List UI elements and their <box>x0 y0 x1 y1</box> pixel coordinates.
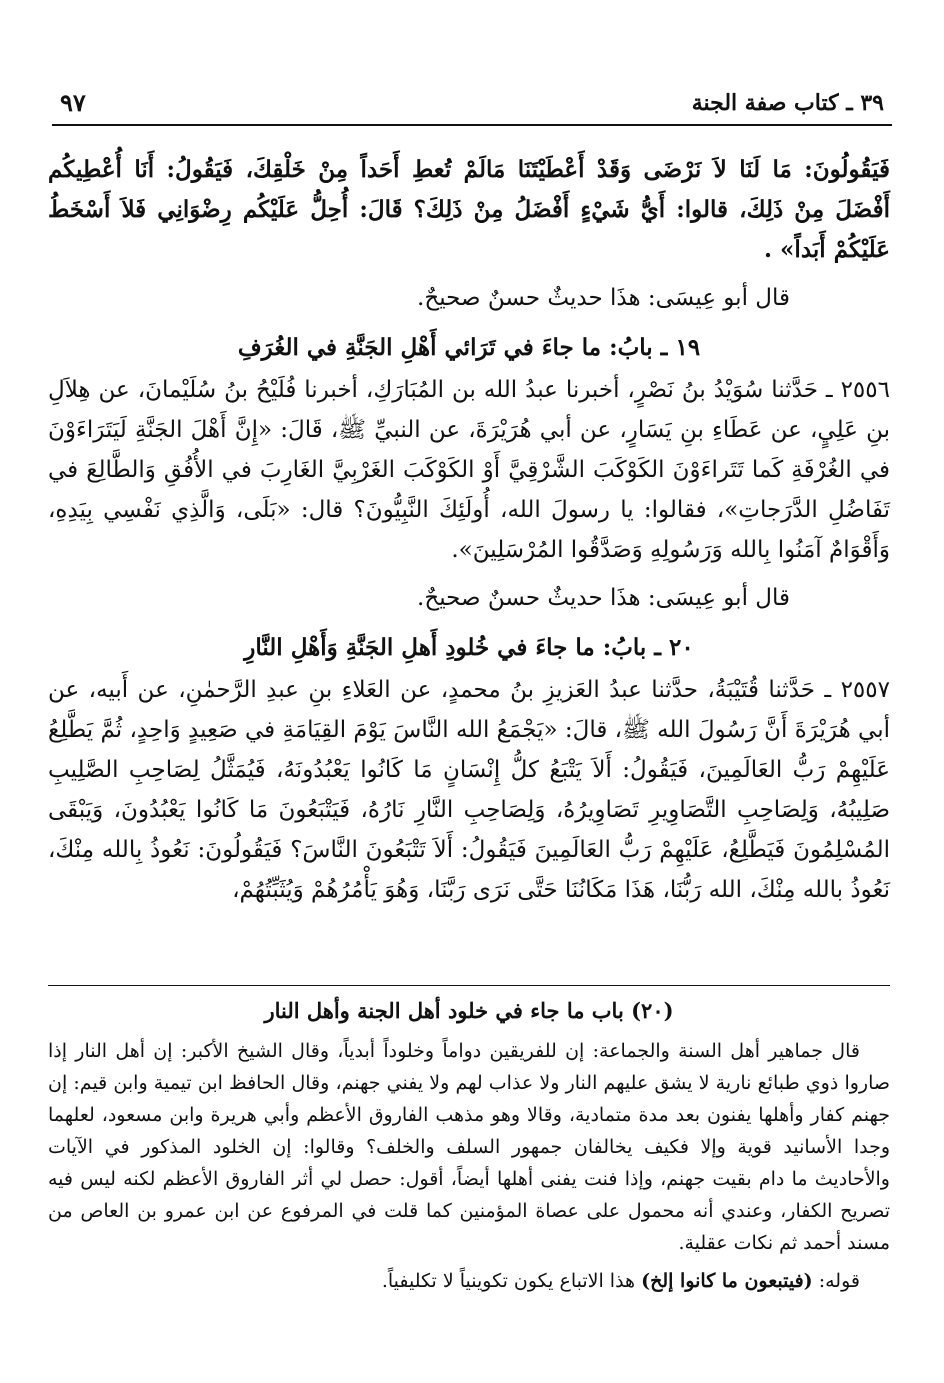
chapter-heading-20: ٢٠ ـ بابُ: ما جاءَ في خُلودِ أَهلِ الجَنَّةِ وَأَهْلِ النَّارِ <box>244 634 694 661</box>
footnote-prefix: قوله: <box>812 1270 860 1292</box>
hadith-continuation: فَيَقُولُونَ: مَا لَنَا لاَ نَرْضَى وَقَدْ أَعْطَيْتَنَا مَالَمْ تُعطِ أَحَداً مِنْ خَلْقِكَ، فَيَقُولُ: أَنَا أُعْطِيكُم أَفْضَلَ مِنْ ذَلِكَ، قالوا: أَيُّ شَيْءٍ أَفْضَلُ مِنْ ذَلِكَ؟ قَالَ: أُحِلُّ عَلَيْكُم رِضْوَانِي فَلاَ أَسْخَطُ عَلَيْكُمْ أَبَداً» . <box>48 156 890 263</box>
page-number: ٩٧ <box>60 88 86 117</box>
page-header <box>52 84 892 126</box>
footnote-heading: (٢٠) باب ما جاء في خلود أهل الجنة وأهل النار <box>264 998 674 1023</box>
footnote-explanation: هذا الاتباع يكون تكوينياً لا تكليفياً. <box>381 1270 642 1292</box>
hadith-grading-note: قال أبو عِيسَى: هذَا حديثٌ حسنٌ صحيحٌ. <box>417 285 790 311</box>
hadith-2556: ٢٥٥٦ ـ حَدَّثنا سُوَيْدُ بنُ نَصْرٍ، أخبرنا عبدُ الله بن المُبَارَكِ، أخبرنا فُلَيْحُ بنُ سُلَيْمانَ، عن هِلاَلِ بنِ عَلِيٍ، عن عَطَاءِ بنِ يَسَارٍ، عن أبي هُرَيْرَةَ، عن النبيِّ ﷺ، قَالَ: «إِنَّ أَهْلَ الجَنَّةِ لَيَتَرَاءَوْنَ في الغُرْفَةِ كَما تَتَراءَوْنَ الكَوْكَبَ الشَّرْقِيَّ أَوْ الكَوْكَبَ الغَرْبِيَّ الغَارِبَ في الأُفُقِ وَالطَّالِعَ في تَفَاضُلِ الدَّرَجاتِ»، فقالوا: يا رسولَ الله، أُولَئِكَ النَّبِيُّونَ؟ قال: «بَلَى، وَالَّذِي نَفْسِي بِيَدِهِ، وَأَقْوَامٌ آمَنُوا بِالله وَرَسُولِهِ وَصَدَّقُوا المُرْسَلِينَ». <box>48 377 890 563</box>
footnote-quoted-phrase: (فيتبعون ما كانوا إلخ) <box>641 1270 813 1292</box>
hadith-2557: ٢٥٥٧ ـ حَدَّثنا قُتَيْبَةُ، حدَّثنا عبدُ العَزيزِ بنُ محمدٍ، عن العَلاءِ بنِ عبدِ الرَّحمٰنِ، عن أَبيه، عن أبي هُرَيْرَةَ أَنَّ رَسُولَ الله ﷺ، قالَ: «يَجْمَعُ الله النَّاسَ يَوْمَ القِيَامَةِ في صَعِيدٍ وَاحِدٍ، ثُمَّ يَطَّلِعُ عَلَيْهِمْ رَبُّ العَالَمِينَ، فَيَقُولُ: أَلاَ يَتْبَعُ كلُّ إِنْسَانٍ مَا كَانُوا يَعْبُدُونَهُ، فَيُمَثَّلُ لِصَاحِبِ الصَّلِيبِ صَلِيبُهُ، وَلِصَاحِبِ التَّصَاوِيرِ تَصَاوِيرُهُ، وَلِصَاحِبِ النَّارِ نَارُهُ، فَيَتْبَعُونَ مَا كَانُوا يَعْبُدُونَ، وَيَبْقَى المُسْلِمُونَ فَيَطَّلِعُ، عَلَيْهِمْ رَبُّ العَالَمِينَ فَيَقُولُ: أَلاَ تَتْبَعُونَ النَّاسَ؟ فَيَقُولُونَ: نَعُوذُ بِالله مِنْكَ، نَعُوذُ بالله مِنْكَ، الله رَبُّنَا، هَذَا مَكَانُنَا حَتَّى نَرَى رَبَّنَا، وَهُوَ يَأْمُرُهُمْ وَيُثَبِّتُهُمْ، <box>48 677 890 903</box>
chapter-heading-19: ١٩ ـ بابُ: ما جاءَ في تَرَائي أَهْلِ الجَنَّةِ في الغُرَفِ <box>237 334 701 361</box>
footnote-divider <box>48 985 890 986</box>
footnote-body: قال جماهير أهل السنة والجماعة: إن للفريقين دواماً وخلوداً أبدياً، وقال الشيخ الأكبر: إن أهل النار إذا صاروا ذوي طبائع نارية لا يشق عليهم النار ولا عذاب لهم ولا يفني جهنم، وقال الحافظ ابن تيمية وابن قيم: إن جهنم كفار وأهلها يفنون بعد مدة متمادية، وقالا وهو مذهب الفاروق الأعظم وأبي هريرة وابن مسعود، لعلهما وجدا الأسانيد قوية وإلا فكيف يخالفان جمهور السلف والخلف؟ وقالوا: إن الخلود المذكور في الآيات والأحاديث ما دام بقيت جهنم، وإذا فنت يفنى أهلها أيضاً، أقول: حصل لي أثر الفاروق الأعظم لكنه ليس فيه تصريح الكفار، وعندي أنه محمول على عصاة المؤمنين كما قلت في المرفوع عن ابن عمرو بن العاص من مسند أحمد ثم نكات عقلية. <box>48 1040 890 1254</box>
main-text <box>48 150 890 910</box>
chapter-title: ٣٩ ـ كتاب صفة الجنة <box>691 90 884 116</box>
footnote-section <box>48 995 890 1297</box>
footnote-last-line <box>48 1265 890 1297</box>
hadith-grading-note: قال أبو عِيسَى: هذَا حديثٌ حسنٌ صحيحٌ. <box>417 585 790 611</box>
